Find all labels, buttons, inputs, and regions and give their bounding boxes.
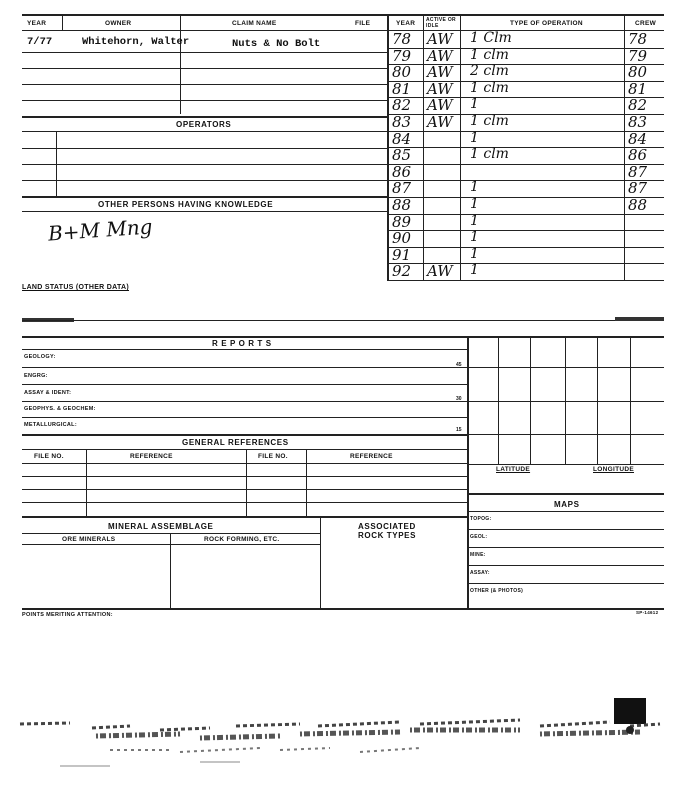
activity-row-line — [387, 164, 664, 165]
row-line — [22, 401, 467, 402]
grid-line — [565, 336, 566, 464]
reports-top-line — [22, 336, 664, 338]
grid-line — [467, 401, 664, 402]
col-year2-header: YEAR — [396, 20, 416, 27]
owner-name: Whitehorn, Walter — [82, 36, 190, 48]
header-bottom-line — [22, 30, 664, 31]
scan-noise — [0, 690, 678, 804]
activity-year: 88 — [392, 196, 412, 214]
col-file-header: FILE — [355, 20, 371, 27]
noise-line — [96, 730, 640, 738]
row-line — [22, 516, 467, 518]
maps-assay-label: ASSAY: — [470, 570, 490, 576]
grid-line — [597, 336, 598, 464]
row-line — [22, 180, 387, 181]
row-line — [22, 434, 467, 436]
row-line — [22, 502, 467, 503]
form-code: SP-14612 — [636, 610, 659, 615]
row-line — [22, 100, 387, 101]
activity-year: 82 — [392, 96, 412, 115]
divider — [320, 516, 321, 608]
divider — [170, 533, 171, 608]
row-line — [22, 196, 387, 198]
activity-year: 85 — [392, 146, 412, 165]
activity-operation: 1 — [470, 262, 479, 279]
row-line — [22, 476, 467, 477]
activity-operation: 1 — [470, 245, 479, 262]
row-line — [22, 544, 320, 545]
noise-line — [60, 762, 240, 766]
activity-year: 84 — [392, 129, 412, 148]
noise-line — [20, 720, 660, 730]
geophys-label: GEOPHYS. & GEOCHEM: — [24, 406, 96, 412]
activity-status: AW — [427, 46, 453, 65]
activity-year: 83 — [392, 113, 412, 131]
activity-status: AW — [427, 79, 453, 98]
activity-year: 90 — [392, 229, 412, 248]
activity-operation: 1 Clm — [470, 30, 512, 46]
mineral-assemblage-title: MINERAL ASSEMBLAGE — [108, 522, 214, 531]
latitude-label: LATITUDE — [496, 466, 531, 473]
activity-crew: 81 — [628, 79, 648, 98]
row-line — [22, 449, 467, 450]
activity-status: AW — [427, 262, 453, 281]
divider — [246, 449, 247, 516]
activity-operation: 1 clm — [470, 113, 509, 129]
activity-operation: 2 clm — [470, 63, 509, 80]
activity-crew: 86 — [628, 146, 648, 165]
divider — [56, 131, 57, 196]
num-45: 45 — [456, 362, 462, 368]
maps-geol-label: GEOL: — [470, 534, 488, 540]
activity-operation: 1 — [470, 96, 479, 113]
activity-row-line — [387, 214, 664, 215]
row-line — [22, 116, 387, 118]
grid-line — [467, 464, 664, 465]
activity-crew: 87 — [628, 162, 648, 181]
divider — [306, 449, 307, 516]
activity-status: AW — [427, 113, 453, 131]
other-persons-title: OTHER PERSONS HAVING KNOWLEDGE — [98, 200, 274, 209]
land-status-line — [22, 320, 664, 321]
ore-minerals-header: ORE MINERALS — [62, 536, 116, 543]
activity-year: 86 — [392, 162, 412, 181]
activity-row-line — [387, 180, 664, 181]
row-line — [467, 529, 664, 530]
activity-operation: 1 — [470, 179, 479, 196]
owner-year: 7/77 — [27, 36, 53, 48]
activity-row-line — [387, 197, 664, 198]
activity-year: 78 — [392, 30, 412, 48]
engrg-label: ENGRG: — [24, 373, 48, 379]
top-border — [22, 14, 664, 16]
activity-crew: 87 — [628, 179, 648, 198]
row-line — [467, 583, 664, 584]
activity-row-line — [387, 230, 664, 231]
land-status-label: LAND STATUS (OTHER DATA) — [22, 284, 130, 291]
file-no2-header: FILE NO. — [258, 453, 288, 460]
file-no-header: FILE NO. — [34, 453, 64, 460]
divider — [467, 336, 469, 608]
noise-line — [110, 748, 420, 752]
activity-status: AW — [427, 96, 453, 115]
activity-operation: 1 — [470, 129, 479, 146]
grid-line — [630, 336, 631, 464]
grid-line — [467, 493, 664, 495]
row-line — [22, 68, 387, 69]
row-line — [22, 52, 387, 53]
row-line — [467, 511, 664, 512]
activity-year: 87 — [392, 179, 412, 198]
rock-types-label: ROCK TYPES — [358, 531, 417, 540]
scan-mark — [615, 317, 664, 321]
grid-line — [467, 434, 664, 435]
row-line — [22, 148, 387, 149]
activity-status: AW — [427, 63, 453, 82]
associated-label: ASSOCIATED — [358, 522, 416, 531]
activity-crew: 88 — [628, 196, 648, 214]
row-line — [22, 489, 467, 490]
activity-operation: 1 — [470, 229, 479, 246]
row-line — [22, 131, 387, 132]
reference2-header: REFERENCE — [350, 453, 393, 460]
activity-operation: 1 — [470, 212, 479, 229]
grid-line — [530, 336, 531, 464]
col-year-header: YEAR — [27, 20, 47, 27]
scan-block — [614, 698, 646, 724]
rock-forming-header: ROCK FORMING, ETC. — [204, 536, 280, 543]
divider — [180, 14, 181, 114]
activity-year: 81 — [392, 79, 412, 98]
reports-title: R E P O R T S — [212, 339, 272, 348]
row-line — [22, 417, 467, 418]
row-line — [22, 84, 387, 85]
num-15: 15 — [456, 427, 462, 433]
metallurgical-label: METALLURGICAL: — [24, 422, 77, 428]
row-line — [22, 384, 467, 385]
activity-year: 79 — [392, 46, 412, 65]
col-type-operation-header: TYPE OF OPERATION — [510, 20, 583, 27]
grid-line — [498, 336, 499, 464]
activity-year: 91 — [392, 245, 412, 264]
points-meriting-attention-label: POINTS MERITING ATTENTION: — [22, 612, 113, 618]
activity-operation: 1 clm — [470, 46, 509, 63]
row-line — [22, 367, 467, 368]
row-line — [22, 533, 320, 534]
col-claim-name-header: CLAIM NAME — [232, 20, 277, 27]
divider — [86, 449, 87, 516]
grid-line — [467, 367, 664, 368]
maps-other-label: OTHER (& PHOTOS) — [470, 588, 524, 594]
num-30: 30 — [456, 396, 462, 402]
longitude-label: LONGITUDE — [593, 466, 634, 473]
row-line — [22, 349, 467, 350]
activity-crew: 83 — [628, 113, 648, 131]
noise-dot — [626, 726, 634, 734]
activity-status: AW — [427, 30, 453, 48]
divider — [62, 14, 63, 30]
claim-name: Nuts & No Bolt — [232, 38, 321, 50]
row-line — [22, 211, 387, 212]
activity-year: 89 — [392, 212, 412, 231]
activity-year: 92 — [392, 262, 412, 281]
row-line — [22, 164, 387, 165]
reference-header: REFERENCE — [130, 453, 173, 460]
activity-row-line — [387, 147, 664, 148]
activity-crew: 82 — [628, 96, 648, 115]
activity-operation: 1 clm — [470, 146, 509, 163]
activity-row-line — [387, 247, 664, 248]
activity-operation: 1 — [470, 196, 479, 212]
col-active-idle-header: ACTIVE OR IDLE — [426, 17, 456, 29]
activity-crew: 78 — [628, 30, 648, 48]
row-line — [22, 463, 467, 464]
col-owner-header: OWNER — [105, 20, 132, 27]
other-persons-entry: B+M Mng — [47, 214, 154, 246]
maps-topog-label: TOPOG: — [470, 516, 492, 522]
activity-operation: 1 clm — [470, 79, 509, 96]
bottom-border — [22, 608, 664, 610]
row-line — [467, 547, 664, 548]
operators-title: OPERATORS — [176, 120, 232, 129]
row-line — [467, 565, 664, 566]
geology-label: GEOLOGY: — [24, 354, 56, 360]
activity-crew: 84 — [628, 129, 648, 148]
maps-mine-label: MINE: — [470, 552, 486, 558]
activity-crew: 80 — [628, 63, 648, 82]
general-references-title: GENERAL REFERENCES — [182, 438, 289, 447]
col-crew-header: CREW — [635, 20, 657, 27]
activity-year: 80 — [392, 63, 412, 82]
activity-crew: 79 — [628, 46, 648, 65]
assay-label: ASSAY & IDENT: — [24, 390, 72, 396]
maps-title: MAPS — [554, 500, 580, 509]
